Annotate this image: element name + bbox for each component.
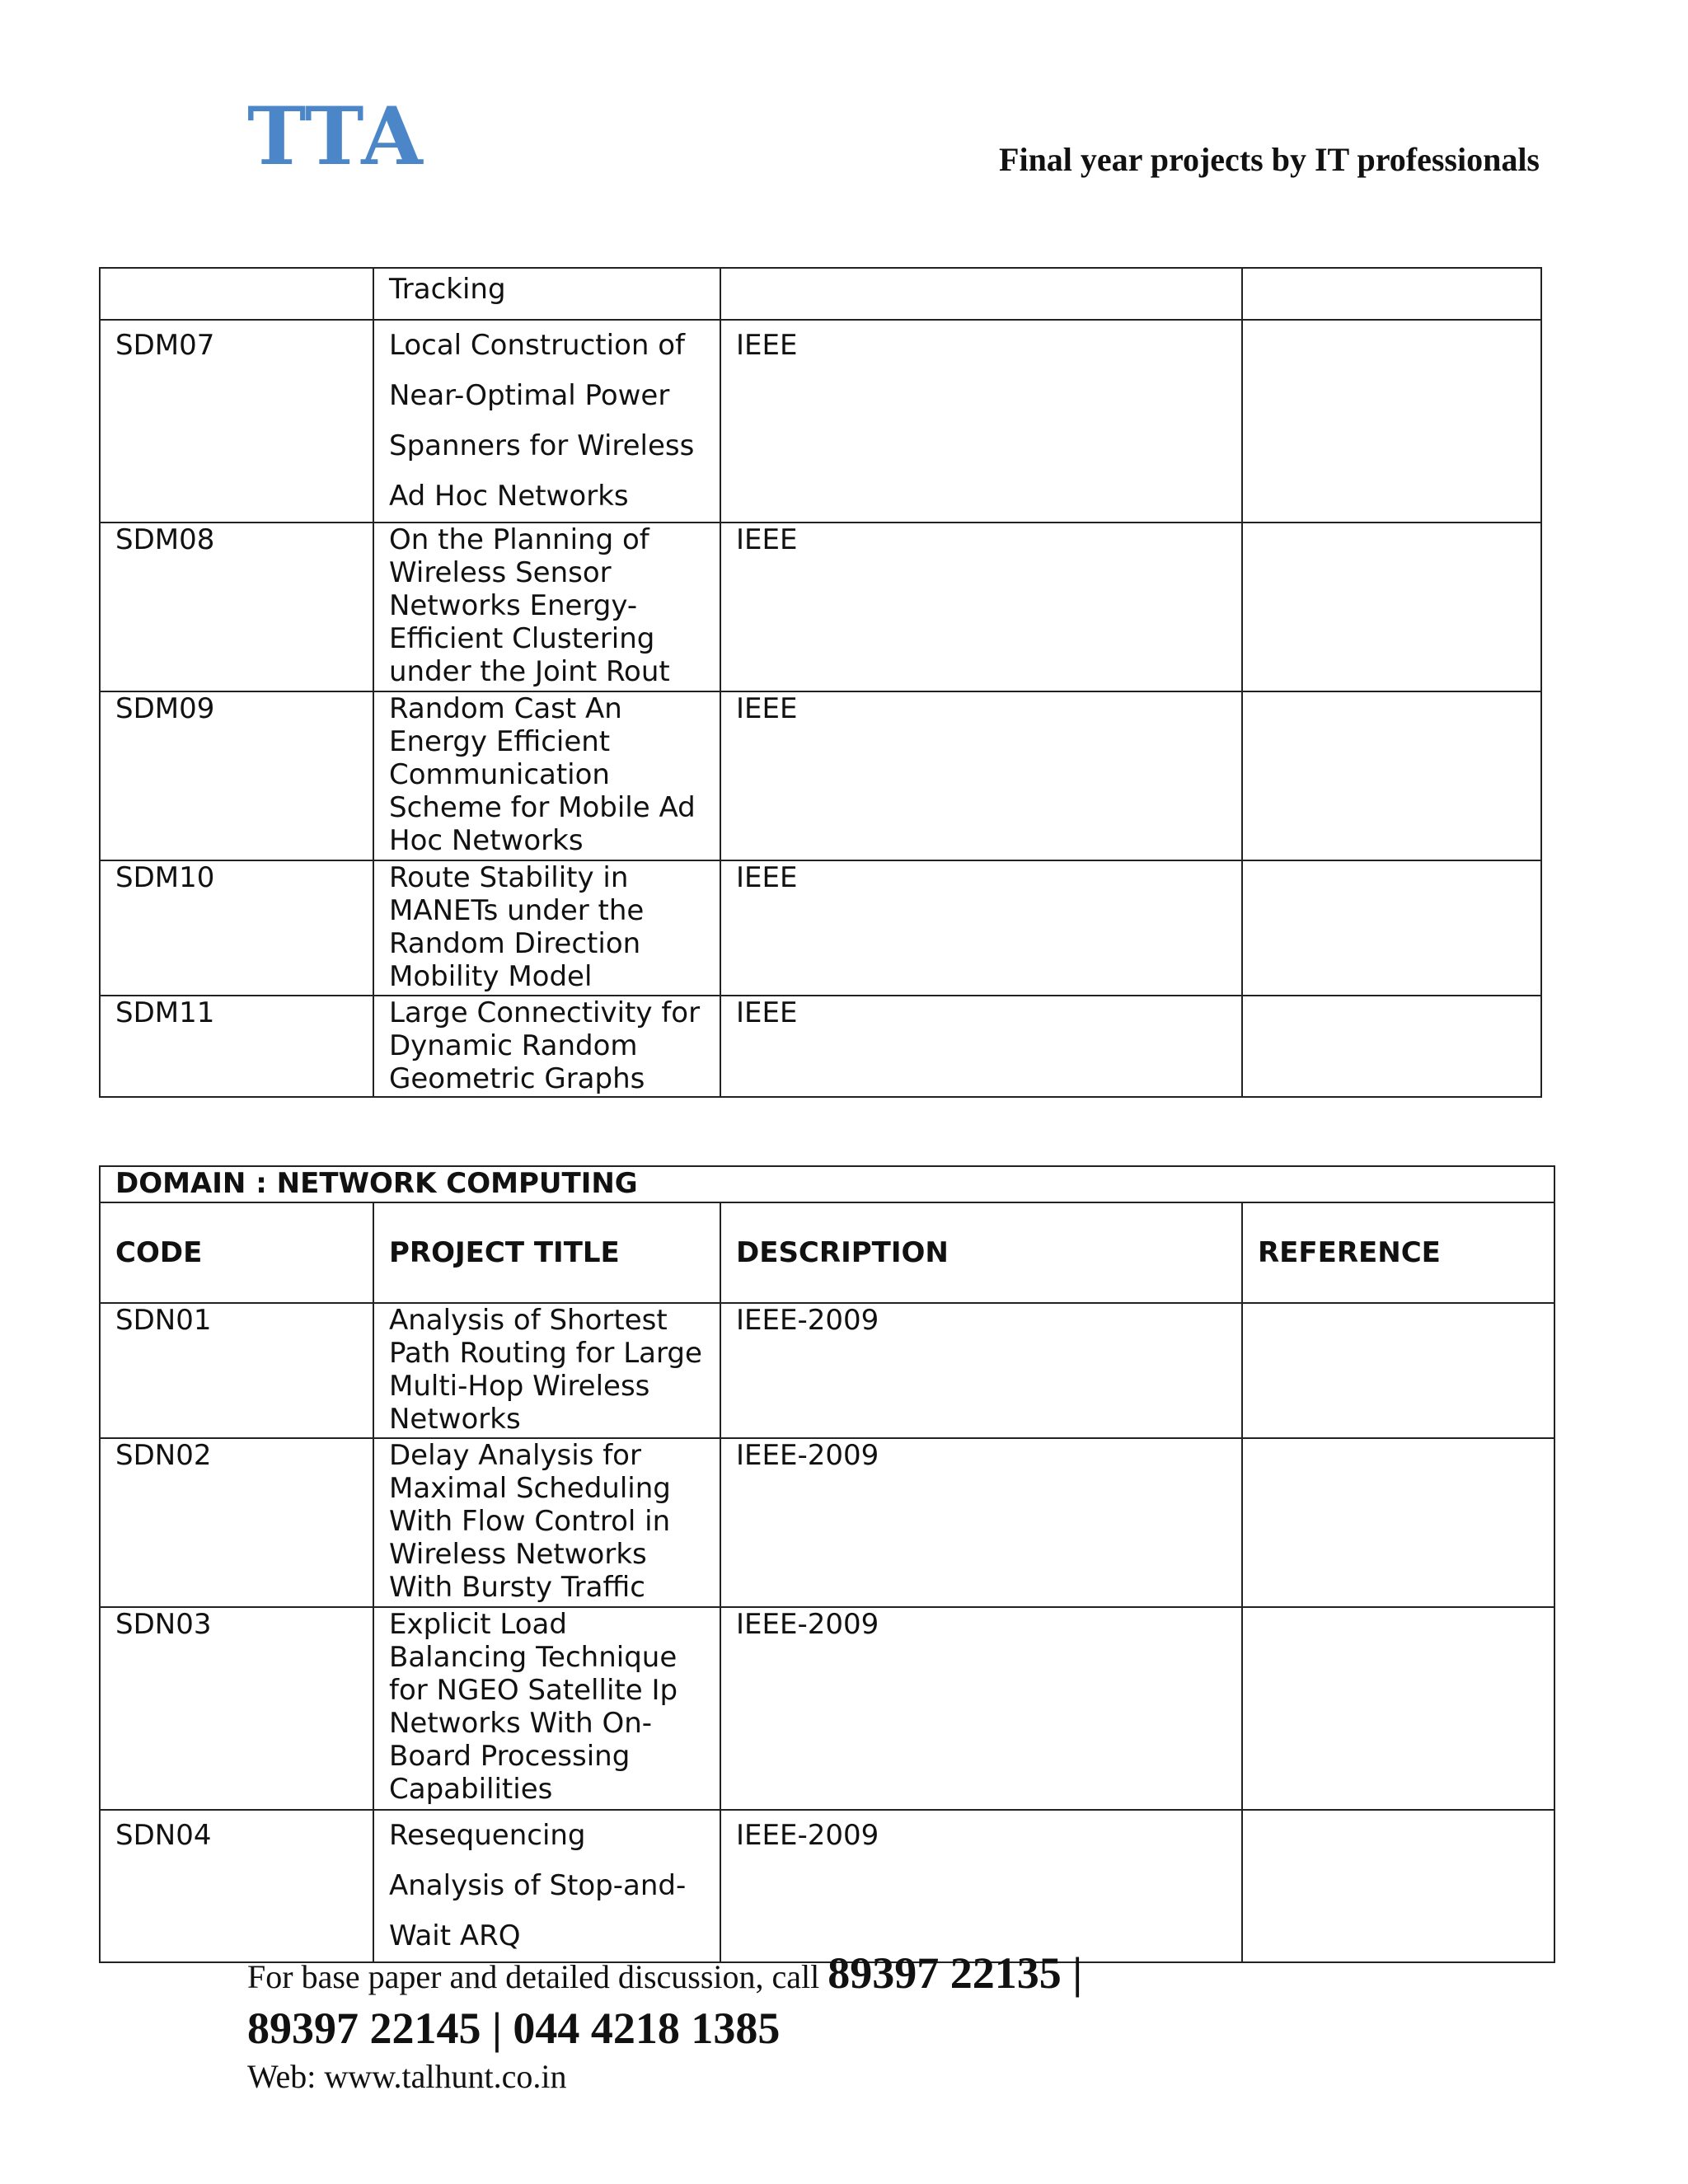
column-header-description: DESCRIPTION [720, 1202, 1242, 1303]
contact-footer [247, 1949, 1082, 2098]
table-row [100, 1810, 1554, 1962]
footer-phone-primary: 89397 22135 | [828, 1948, 1083, 1998]
header-row [100, 1202, 1554, 1303]
description-cell: IEEE [720, 320, 1242, 523]
code-cell: SDM11 [100, 996, 373, 1097]
code-cell: SDM10 [100, 860, 373, 996]
reference-cell [1242, 320, 1541, 523]
code-cell: SDM07 [100, 320, 373, 523]
title-cell: Tracking [373, 268, 720, 320]
reference-cell [1242, 996, 1541, 1097]
description-cell: IEEE [720, 523, 1242, 691]
description-cell: IEEE [720, 860, 1242, 996]
table-row [100, 1438, 1554, 1607]
title-cell: Resequencing Analysis of Stop-and-Wait ARQ [373, 1810, 720, 1962]
footer-call-line [247, 1949, 1082, 2001]
title-cell: Random Cast An Energy Efficient Communication Scheme for Mobile Ad Hoc Networks [373, 691, 720, 860]
title-cell: Local Construction of Near-Optimal Power Spanners for Wireless Ad Hoc Networks [373, 320, 720, 523]
reference-cell [1242, 268, 1541, 320]
description-cell: IEEE-2009 [720, 1607, 1242, 1810]
code-cell: SDN03 [100, 1607, 373, 1810]
header-tagline: Final year projects by IT professionals [999, 141, 1540, 178]
reference-cell [1242, 1303, 1554, 1438]
reference-cell [1242, 1607, 1554, 1810]
title-cell: Analysis of Shortest Path Routing for Large Multi-Hop Wireless Networks [373, 1303, 720, 1438]
footer-phone-numbers: 89397 22145 | 044 4218 1385 [247, 2004, 781, 2053]
reference-cell [1242, 1810, 1554, 1962]
table-row [100, 268, 1541, 320]
description-cell: IEEE-2009 [720, 1303, 1242, 1438]
domain-row [100, 1166, 1554, 1202]
table-row [100, 1303, 1554, 1438]
code-cell: SDN04 [100, 1810, 373, 1962]
domain-heading: DOMAIN : NETWORK COMPUTING [100, 1166, 1554, 1202]
footer-website: Web: www.talhunt.co.in [247, 2058, 567, 2095]
table-row [100, 996, 1541, 1097]
projects-table-continued [99, 267, 1542, 1098]
title-cell: Large Connectivity for Dynamic Random Geometric Graphs [373, 996, 720, 1097]
title-cell: On the Planning of Wireless Sensor Networks Energy-Efficient Clustering under the Joint Rout [373, 523, 720, 691]
table-row [100, 691, 1541, 860]
footer-call-text: For base paper and detailed discussion, call [247, 1958, 828, 1995]
description-cell: IEEE-2009 [720, 1438, 1242, 1607]
reference-cell [1242, 860, 1541, 996]
code-cell: SDN01 [100, 1303, 373, 1438]
description-cell [720, 268, 1242, 320]
reference-cell [1242, 1438, 1554, 1607]
code-cell: SDN02 [100, 1438, 373, 1607]
column-header-reference: REFERENCE [1242, 1202, 1554, 1303]
reference-cell [1242, 523, 1541, 691]
table-row [100, 320, 1541, 523]
network-computing-table [99, 1165, 1555, 1963]
description-cell: IEEE [720, 996, 1242, 1097]
table-row [100, 860, 1541, 996]
table-row [100, 1607, 1554, 1810]
column-header-code: CODE [100, 1202, 373, 1303]
tta-logo: TTA [247, 90, 424, 183]
title-cell: Delay Analysis for Maximal Scheduling With Flow Control in Wireless Networks With Bursty Traffic [373, 1438, 720, 1607]
title-cell: Explicit Load Balancing Technique for NGEO Satellite Ip Networks With On-Board Processing Capabilities [373, 1607, 720, 1810]
description-cell: IEEE [720, 691, 1242, 860]
code-cell: SDM08 [100, 523, 373, 691]
title-cell: Route Stability in MANETs under the Random Direction Mobility Model [373, 860, 720, 996]
reference-cell [1242, 691, 1541, 860]
code-cell [100, 268, 373, 320]
code-cell: SDM09 [100, 691, 373, 860]
table-row [100, 523, 1541, 691]
description-cell: IEEE-2009 [720, 1810, 1242, 1962]
column-header-title: PROJECT TITLE [373, 1202, 720, 1303]
